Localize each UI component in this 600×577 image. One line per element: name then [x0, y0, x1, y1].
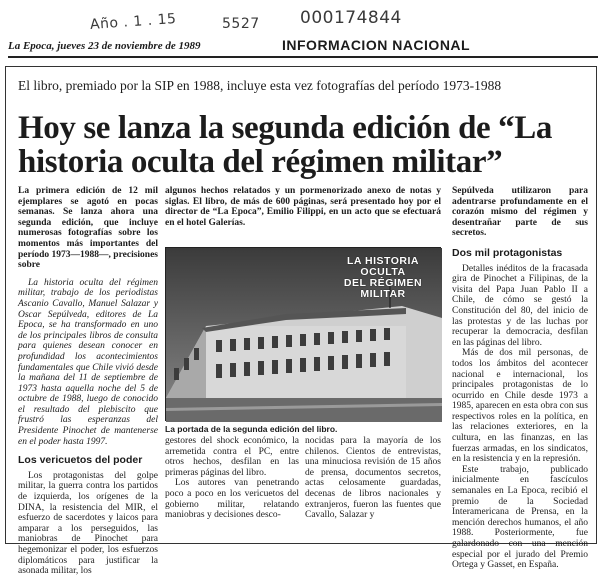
subhead-vericuetos: Los vericuetos del poder [18, 454, 143, 467]
archive-date-note: Año . 1 . 15 [89, 11, 177, 33]
body-paragraph: gestores del shock económico, la arremetida contra el PC, entre otros hechos, desfilan en las primeras páginas del libro. [165, 436, 299, 478]
archive-file-number: 000174844 [300, 8, 402, 28]
body-paragraph: La historia oculta del régimen militar, trabajo de los periodistas Ascanio Cavallo, Manuel Salazar y Oscar Sepúlveda, editores de La Epoca, se ha transformado en uno de los principales libros de consulta para quienes desean conocer en profundidad los acontecimientos fundamentales que Chile vivió desde la mañana del 11 de septiembre de 1973 hasta aquella noche del 5 de octubre de 1988, luego de conocido el resultado del plebiscito que frustró las esperanzas del Presidente Pinochet de mantenerse en el poder hasta 1997. [18, 277, 158, 447]
column-1 [18, 186, 158, 577]
cover-title-line-2: DEL RÉGIMEN MILITAR [343, 277, 423, 300]
book-cover-title [326, 256, 440, 300]
lead-continuation: algunos hechos relatados y un pormenorizado anexo de notas y siglas. El libro, de más de 600 páginas, será presentado hoy por el director de “La Epoca”, Emilio Filippi, en un acto que se efectuará en el hotel Galerías. [165, 186, 441, 228]
article-headline [18, 111, 578, 179]
section-title: INFORMACION NACIONAL [282, 37, 471, 53]
cover-title-line-1: LA HISTORIA OCULTA [346, 255, 419, 278]
column-4 [452, 186, 588, 571]
column-3 [305, 436, 441, 521]
archive-catalog-code: 5527 [222, 16, 260, 32]
subhead-protagonistas: Dos mil protagonistas [452, 246, 563, 259]
book-cover-photo [165, 247, 441, 421]
headline-line-2: historia oculta del régimen militar” [18, 144, 503, 180]
headline-line-1: Hoy se lanza la segunda edición de “La [18, 110, 552, 146]
body-paragraph: nocidas para la mayoría de los chilenos. Cientos de entrevistas, una minuciosa revisión de 15 años de prensa, documentos secretos, actas celosamente guardadas, decenas de libros nacionales y extranjeros, fueron las fuentes que Cavallo, Salazar y [305, 436, 441, 521]
lead-continuation: Sepúlveda utilizaron para adentrarse profundamente en el corazón mismo del régimen y desentrañar parte de sus secretos. [452, 186, 588, 239]
issue-line: La Epoca, jueves 23 de noviembre de 1989 [8, 40, 201, 52]
lead-paragraph: La primera edición de 12 mil ejemplares se agotó en pocas semanas. Se lanza ahora una segunda edición, que incluye numerosas fotografías sobre los momentos más importantes del período 1973—1988—, precisiones sobre [18, 186, 158, 271]
body-paragraph: Detalles inéditos de la fracasada gira de Pinochet a Filipinas, de la visita del Papa Juan Pablo II a Chile, de cómo se gestó la Constitución del 80, del inicio de las protestas y de las luchas por recuperar la democracia, desfilan en las páginas del libro. [452, 263, 588, 348]
photo-caption: La portada de la segunda edición del libro. [165, 424, 338, 434]
column-2 [165, 436, 299, 521]
body-paragraph: Los autores van penetrando poco a poco en los vericuetos del gobierno militar, relatando maniobras y decisiones desco- [165, 478, 299, 521]
article-kicker: El libro, premiado por la SIP en 1988, incluye esta vez fotografías del período 1973-1988 [18, 78, 502, 93]
body-paragraph: Este trabajo, publicado inicialmente en fascículos semanales en La Epoca, recibió el premio de la Sociedad Interamericana de Prensa, en la mención derechos humanos, el año 1988. Posteriormente, fue galardonado con una mención especial por el jurado del Premio Ortega y Gasset, en España. [452, 464, 588, 571]
body-paragraph: Los protagonistas del golpe militar, la guerra contra los partidos de izquierda, los orígenes de la DINA, la resistencia del MIR, el esfuerzo de sacerdotes y laicos para amparar a los perseguidos, las maniobras de Pinochet para hegemonizar el poder, los esfuerzos diplomáticos para justificar la asonada militar, los [18, 470, 158, 577]
masthead-rule [8, 56, 598, 58]
column-2-lead [165, 186, 441, 228]
body-paragraph: Más de dos mil personas, de todos los ámbitos del acontecer nacional e internacional, los principales protagonistas de lo ocurrido en Chile desde 1973 a 1985, aparecen en esta obra con sus respectivos roles en la política, en las relaciones exteriores, en la cultura, en las finanzas, en las fuerzas armadas, en los sindicatos, en la resistencia y en la represión. [452, 348, 588, 465]
